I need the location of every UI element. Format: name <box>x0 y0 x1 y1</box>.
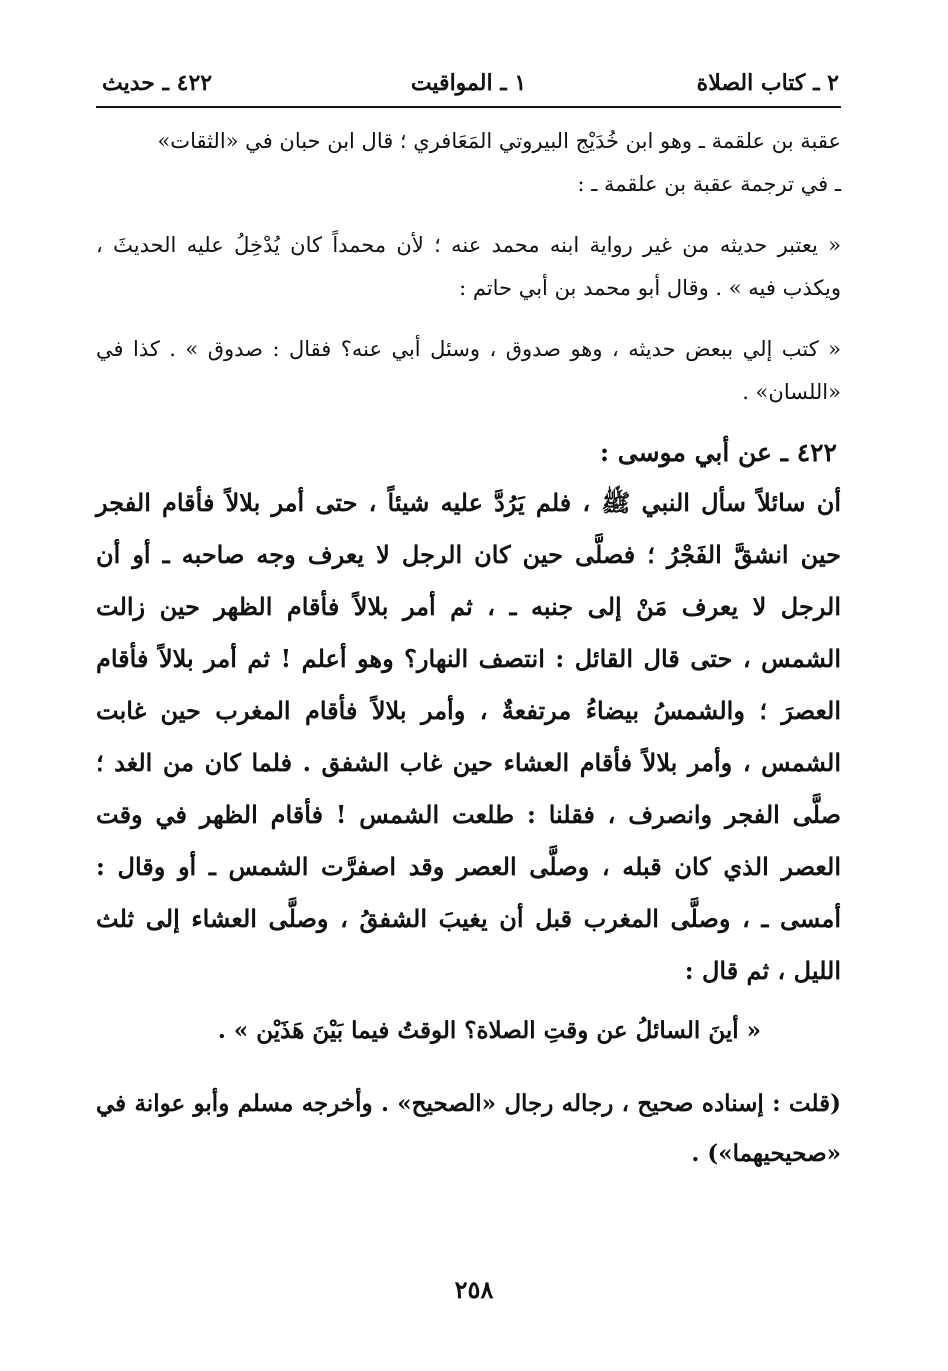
document-page <box>96 60 841 1179</box>
hadith-closing-quote: « أينَ السائلُ عن وقتِ الصلاة؟ الوقتُ فيما بَيْنَ هَذَيْن » . <box>217 1017 761 1044</box>
header-chapter-title: ١ ـ المواقيت <box>410 70 527 96</box>
page-number: ٢٥٨ <box>454 1275 494 1304</box>
note-quote-abu-hatim: « كتب إلي ببعض حديثه ، وهو صدوق ، وسئل أبي عنه؟ فقال : صدوق » . كذا في «اللسان» . <box>96 337 841 404</box>
note-intro <box>96 120 841 206</box>
header-hadith-ref: ٤٢٢ ـ حديث <box>102 70 213 96</box>
spacer <box>96 206 841 224</box>
hadith-text: أن سائلاً سأل النبي ﷺ ، فلم يَرُدَّ عليه شيئاً ، حتى أمر بلالاً فأقام الفجر حين انشقَّ الفَجْرُ ؛ فصلَّى حين كان الرجل لا يعرف وجه صاحبه ـ أو أن الرجل لا يعرف مَنْ إلى جنبه ـ ، ثم أمر بلالاً فأقام الظهر حين زالت الشمس ، حتى قال القائل : انتصف النهار؟ وهو أعلم ! ثم أمر بلالاً فأقام العصرَ ؛ والشمسُ بيضاءُ مرتفعةٌ ، وأمر بلالاً فأقام المغرب حين غابت الشمس ، وأمر بلالاً فأقام العشاء حين غاب الشفق . فلما كان من الغد ؛ صلَّى الفجر وانصرف ، فقلنا : طلعت الشمس ! فأقام الظهر في وقت العصر الذي كان قبله ، وصلَّى العصر وقد اصفرَّت الشمس ـ أو وقال : أمسى ـ ، وصلَّى المغرب قبل أن يغيبَ الشفقُ ، وصلَّى العشاء إلى ثلث الليل ، ثم قال : <box>96 488 841 985</box>
note-quote-ibn-hibban: « يعتبر حديثه من غير رواية ابنه محمد عنه ؛ لأن محمداً كان يُدْخِلُ عليه الحديثَ ، ويكذب فيه » . وقال أبو محمد بن أبي حاتم : <box>96 233 841 300</box>
takhrij-note: (قلت : إسناده صحيح ، رجاله رجال «الصحيح» . وأخرجه مسلم وأبو عوانة في «صحيحيهما») . <box>96 1090 841 1167</box>
header-book-title: ٢ ـ كتاب الصلاة <box>696 70 839 96</box>
running-header <box>96 60 841 108</box>
note-intro-line2: ـ في ترجمة عقبة بن علقمة ـ : <box>577 172 841 196</box>
note-intro-line1: عقبة بن علقمة ـ وهو ابن خُدَيْج البيروتي المَعَافري ؛ قال ابن حبان في «الثقات» <box>157 129 841 153</box>
hadith-heading: ٤٢٢ ـ عن أبي موسى : <box>599 438 837 467</box>
spacer <box>96 310 841 328</box>
